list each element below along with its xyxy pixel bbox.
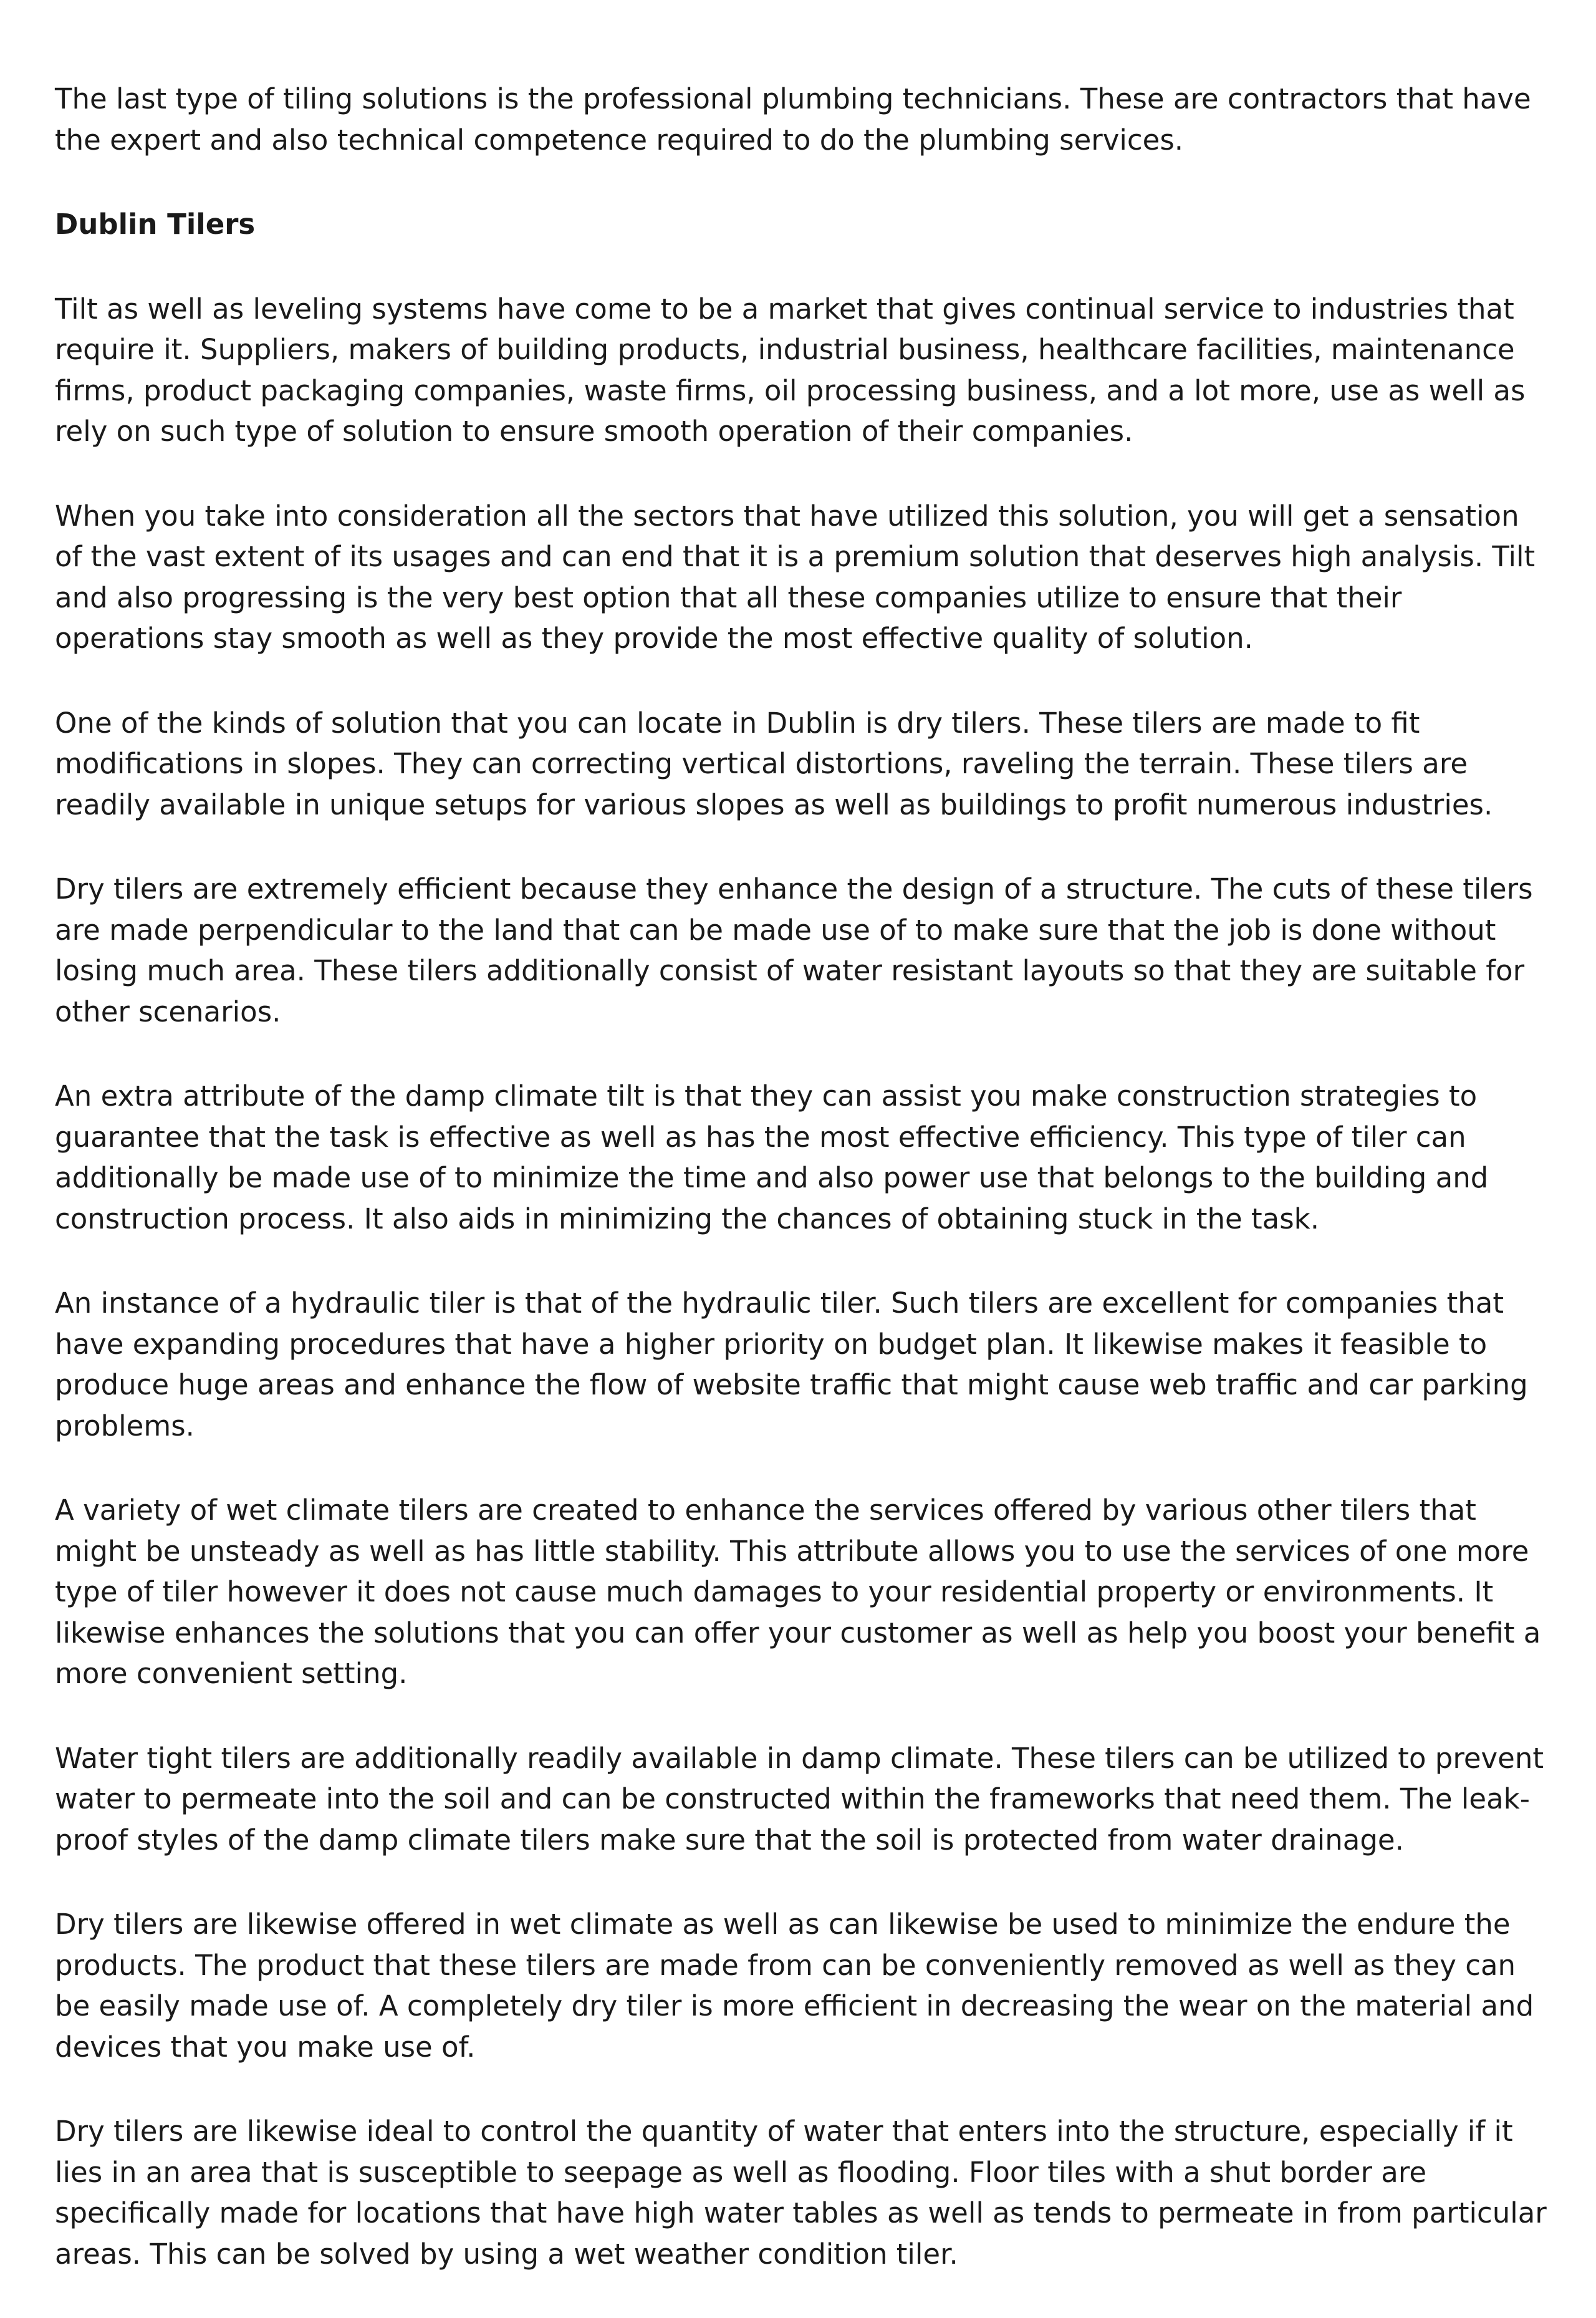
paragraph: Water tight tilers are additionally readily available in damp climate. These tilers can be utilized to prevent water to permeate into the soil and can be constructed within the frameworks that need them. The leak-proof styles of the damp climate tilers make sure that the soil is protected from water drainage.	[55, 1741, 1544, 1857]
document-body	[55, 79, 1551, 2318]
paragraph: A variety of wet climate tilers are created to enhance the services offered by various other tilers that might be unsteady as well as has little stability. This attribute allows you to use the services of one more type of tiler however it does not cause much damages to your residential property or environments. It likewise enhances the solutions that you can offer your customer as well as help you boost your benefit a more convenient setting.	[55, 1494, 1541, 1690]
paragraph: One of the kinds of solution that you can locate in Dublin is dry tilers. These tilers are made to fit modifications in slopes. They can correcting vertical distortions, raveling the terrain. These tilers are readily available in unique setups for various slopes as well as buildings to profit numerous industries.	[55, 706, 1493, 821]
paragraph: Tilt as well as leveling systems have come to be a market that gives continual service to industries that require it. Suppliers, makers of building products, industrial business, healthcare facilities, maintenance firms, product packaging companies, waste firms, oil processing business, and a lot more, use as well as rely on such type of solution to ensure smooth operation of their companies.	[55, 292, 1526, 448]
paragraph: When you take into consideration all the sectors that have utilized this solution, you will get a sensation of the vast extent of its usages and can end that it is a premium solution that deserves high analysis. Tilt and also progressing is the very best option that all these companies utilize to ensure that their operations stay smooth as well as they provide the most effective quality of solution.	[55, 499, 1536, 655]
paragraph: Dry tilers are extremely efficient because they enhance the design of a structure. The cuts of these tilers are made perpendicular to the land that can be made use of to make sure that the job is done without losing much area. These tilers additionally consist of water resistant layouts so that they are suitable for other scenarios.	[55, 872, 1533, 1028]
paragraph: Dry tilers are likewise offered in wet climate as well as can likewise be used to minimize the endure the products. The product that these tilers are made from can be conveniently removed as well as they can be easily made use of. A completely dry tiler is more efficient in decreasing the wear on the material and devices that you make use of.	[55, 1908, 1534, 2064]
intro-paragraph: The last type of tiling solutions is the professional plumbing technicians. These are contractors that have the expert and also technical competence required to do the plumbing services.	[55, 82, 1531, 157]
paragraph: Dry tilers are likewise ideal to control the quantity of water that enters into the structure, especially if it lies in an area that is susceptible to seepage as well as flooding. Floor tiles with a shut border are specifically made for locations that have high water tables as well as tends to permeate in from particular areas. This can be solved by using a wet weather condition tiler.	[55, 2115, 1547, 2271]
paragraph: An extra attribute of the damp climate tilt is that they can assist you make construction strategies to guarantee that the task is effective as well as has the most effective efficiency. This type of tiler can additionally be made use of to minimize the time and also power use that belongs to the building and construction process. It also aids in minimizing the chances of obtaining stuck in the task.	[55, 1079, 1489, 1235]
section-heading: Dublin Tilers	[55, 208, 256, 241]
paragraph: An instance of a hydraulic tiler is that of the hydraulic tiler. Such tilers are excellent for companies that have expanding procedures that have a higher priority on budget plan. It likewise makes it feasible to produce huge areas and enhance the flow of website traffic that might cause web traffic and car parking problems.	[55, 1287, 1528, 1442]
